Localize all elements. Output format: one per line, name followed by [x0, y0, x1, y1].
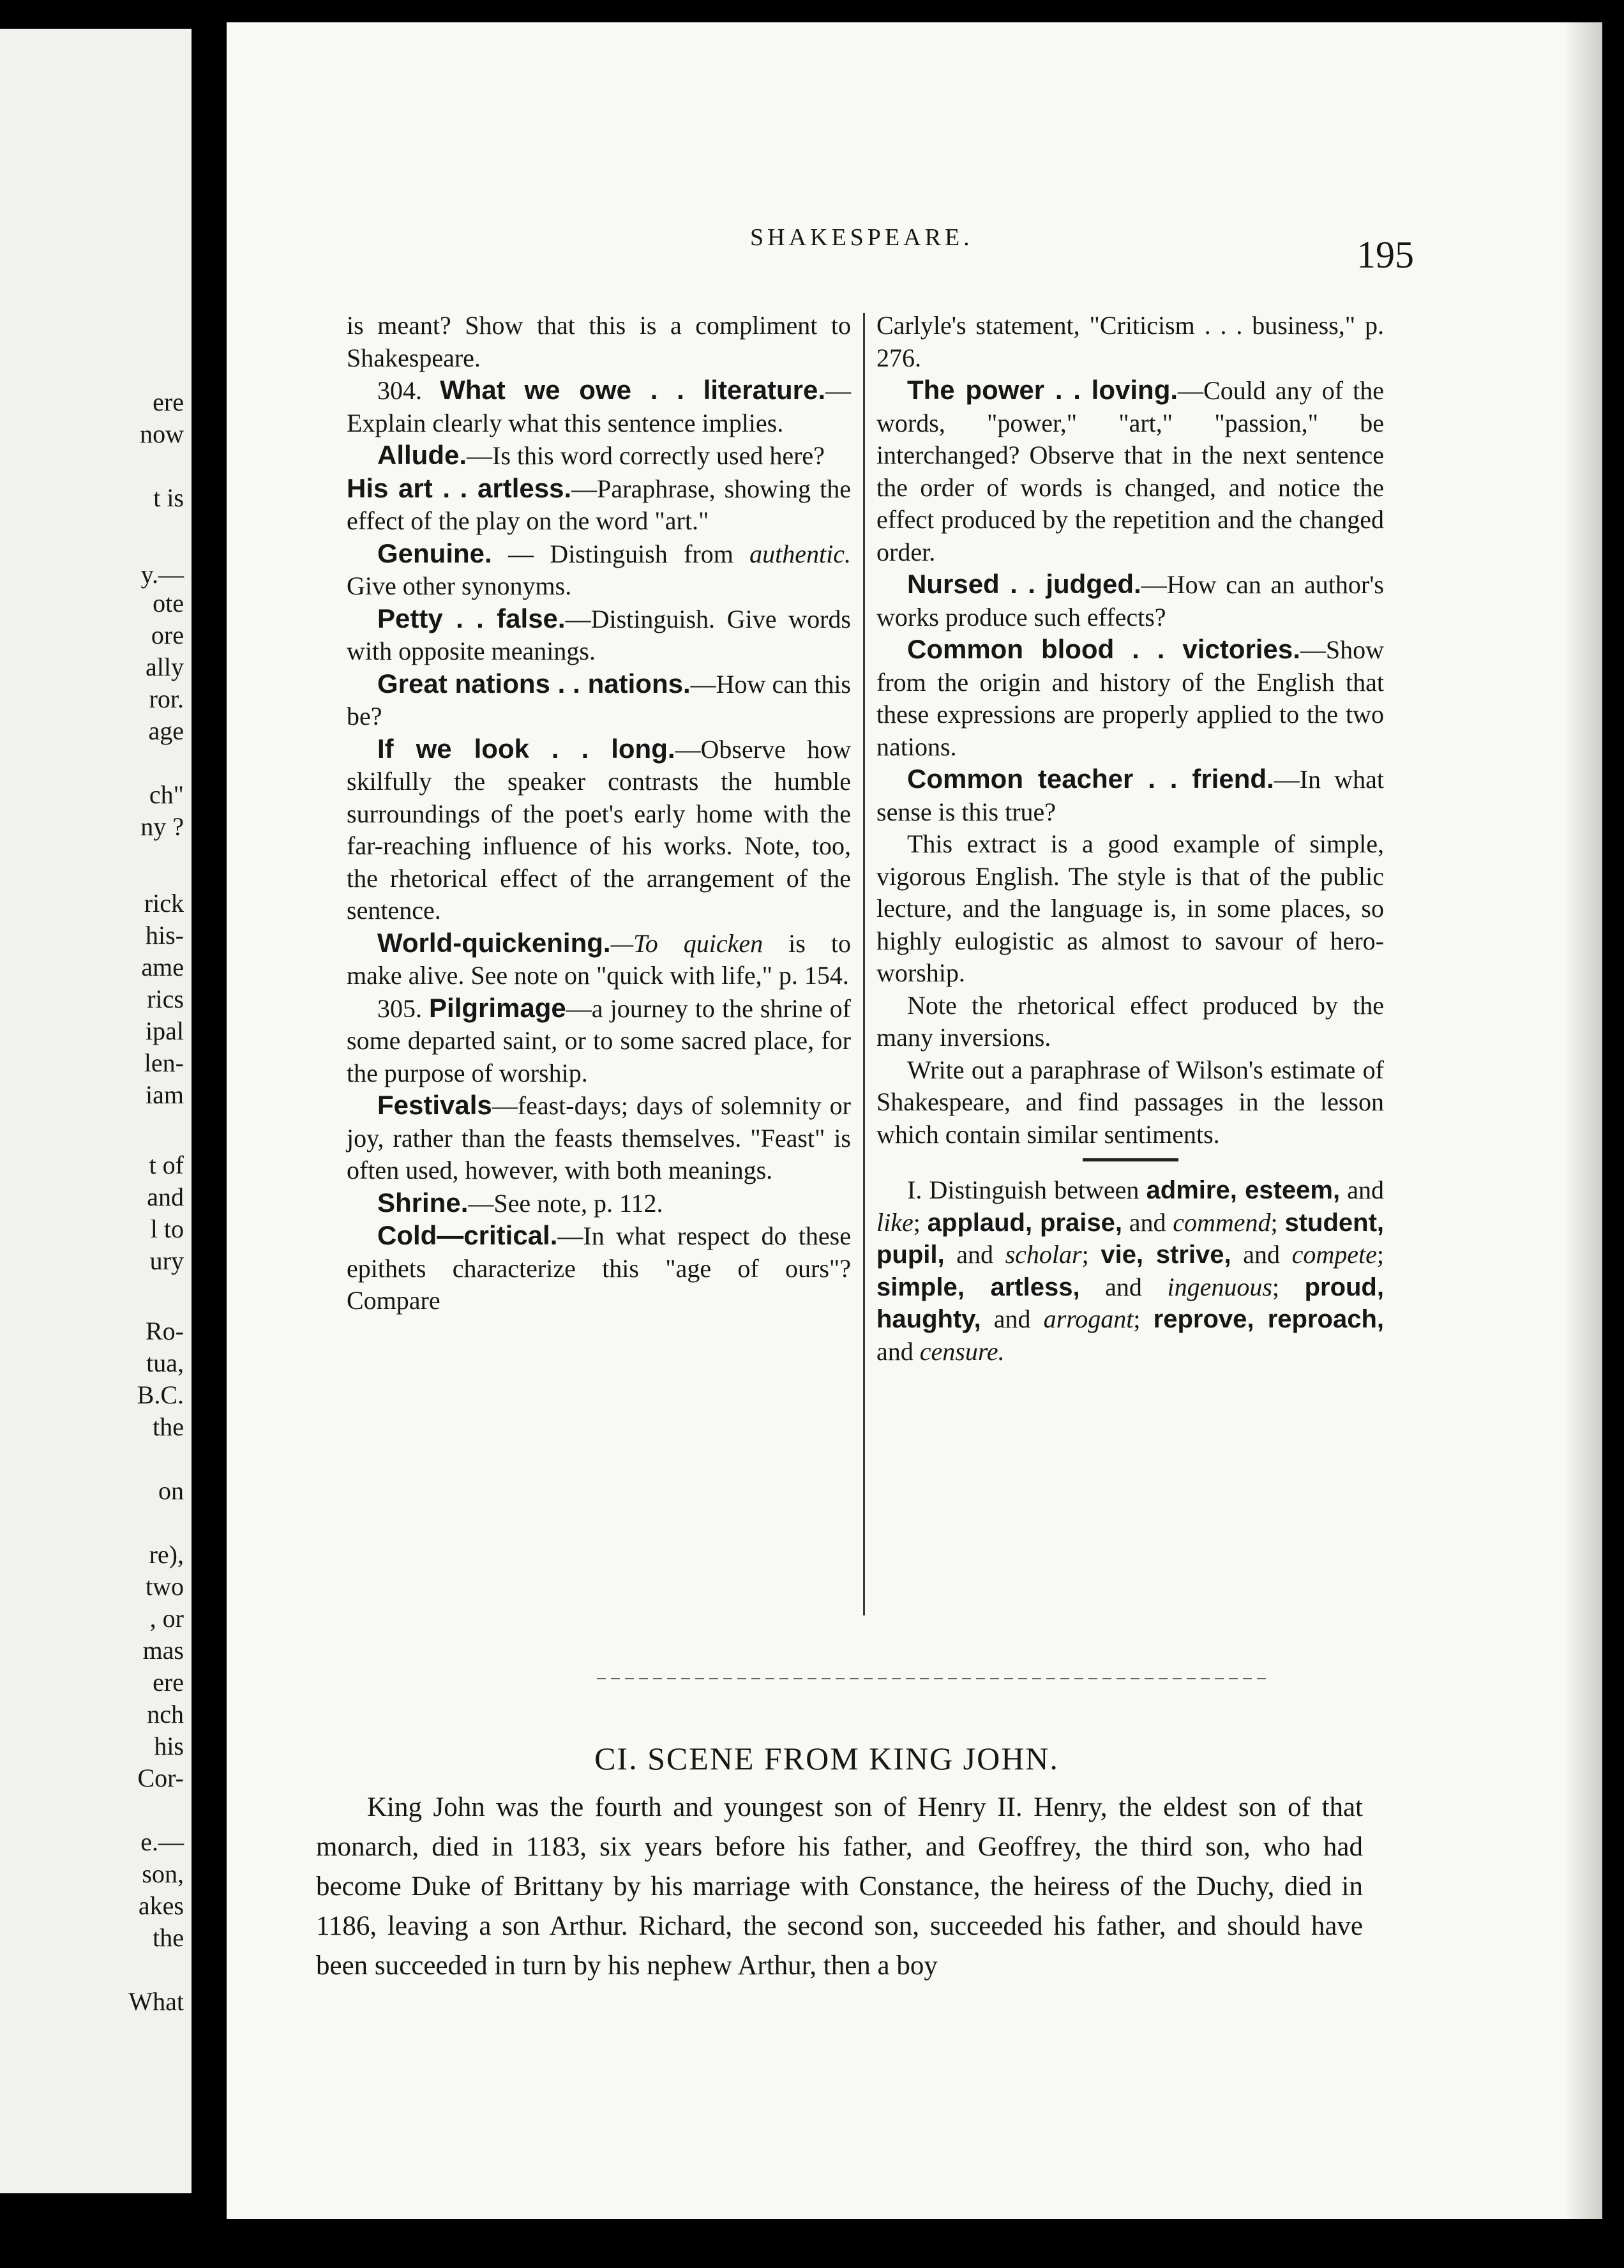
section-body	[316, 1788, 1363, 1986]
page-edge	[1564, 22, 1602, 2219]
facing-page-fragment: tua,	[146, 1349, 184, 1377]
facing-page-fragment: his	[154, 1732, 184, 1760]
facing-page-fragment: now	[140, 420, 184, 448]
section-divider	[597, 1678, 1267, 1679]
facing-page-fragment: rick	[144, 889, 184, 918]
note-festivals: Festivals—feast-days; days of solemnity or joy, rather than the feasts themselves. "Feast" is often used, however, with both meanings.	[347, 1090, 851, 1184]
facing-page-fragment: What	[128, 1987, 184, 2016]
facing-page-fragment: e.—	[140, 1827, 184, 1856]
note-cold-critical: Cold—critical.—In what respect do these epithets characterize this "age of ours"? Compare	[347, 1220, 851, 1315]
facing-page	[0, 29, 192, 2193]
facing-page-fragment: ere	[153, 388, 184, 416]
facing-page-fragment: l to	[150, 1214, 184, 1243]
left-column	[347, 310, 851, 1317]
facing-page-fragment: ch"	[149, 780, 184, 809]
commentary-paragraph-3: Write out a paraphrase of Wilson's estimate of Shakespeare, and find passages in the lesson which contain similar sentiments.	[876, 1055, 1384, 1149]
facing-page-fragment: len-	[144, 1048, 184, 1077]
facing-page-fragment: t of	[149, 1151, 184, 1179]
note-genuine: Genuine. — Distinguish from authentic. Give other synonyms.	[347, 538, 851, 600]
facing-page-fragment: ury	[149, 1246, 184, 1275]
exercise-synonyms: I. Distinguish between admire, esteem, and like; applaud, praise, and commend; student, pupil, and scholar; vie, strive, and compete; simple, artless, and ingenuous; proud, haughty, and arrogant; reprove, reproach, and censure.	[876, 1176, 1384, 1366]
page-number: 195	[1357, 234, 1414, 276]
facing-page-fragment: mas	[142, 1636, 184, 1665]
facing-page-fragment: ame	[141, 953, 184, 981]
section-paragraph: King John was the fourth and youngest son of Henry II. Henry, the eldest son of that monarch, died in 1183, six years before his father, and Geoffrey, the third son, who had become Duke of Brittany by his marriage with Constance, the heiress of the Duchy, died in 1186, leaving a son Arthur. Richard, the second son, succeeded his father, and should have been succeeded in turn by his nephew Arthur, then a boy	[316, 1792, 1363, 1981]
facing-page-fragment: B.C.	[137, 1380, 184, 1409]
note-petty-false: Petty . . false.—Distinguish. Give words with opposite meanings.	[347, 603, 851, 665]
note-world-quickening: World-quickening.—To quicken is to make alive. See note on "quick with life," p. 154.	[347, 927, 852, 990]
facing-page-fragment: ote	[153, 589, 184, 617]
continued-note-right: Carlyle's statement, "Criticism . . . business," p. 276.	[876, 311, 1384, 372]
facing-page-fragment: Cor-	[137, 1764, 184, 1792]
facing-page-fragment: the	[153, 1412, 184, 1441]
facing-page-fragment: t is	[153, 483, 184, 512]
facing-page-fragment: ny ?	[140, 812, 184, 841]
facing-page-fragment: , or	[149, 1604, 184, 1633]
facing-page-fragment: his-	[146, 921, 184, 949]
facing-page-fragment: akes	[138, 1891, 184, 1920]
facing-page-fragment: ror.	[149, 684, 184, 713]
facing-page-fragment: re),	[149, 1540, 184, 1569]
facing-page-fragment: ally	[146, 653, 184, 681]
facing-page-fragment: son,	[142, 1859, 184, 1888]
note-common-teacher: Common teacher . . friend.—In what sense is this true?	[876, 764, 1384, 826]
facing-page-fragment: and	[147, 1183, 184, 1211]
book-page	[227, 22, 1602, 2219]
right-column	[876, 310, 1384, 1368]
note-what-we-owe: 304. What we owe . . literature.—Explain clearly what this sentence implies.	[347, 375, 851, 437]
commentary-paragraph-2: Note the rhetorical effect produced by the many inversions.	[876, 990, 1384, 1052]
note-nursed-judged: Nursed . . judged.—How can an author's works produce such effects?	[876, 569, 1384, 631]
continued-note: is meant? Show that this is a compliment to Shakespeare.	[347, 311, 851, 372]
note-great-nations: Great nations . . nations.—How can this be?	[347, 668, 851, 730]
facing-page-fragment: age	[148, 716, 184, 745]
note-common-blood: Common blood . . victories.—Show from the origin and history of the English that these expressions are properly applied to the two nations.	[876, 634, 1384, 761]
facing-page-fragment: Ro-	[146, 1317, 184, 1345]
facing-page-fragment: ipal	[146, 1017, 184, 1045]
note-his-art: His art . . artless.—Paraphrase, showing the effect of the play on the word "art."	[347, 472, 852, 535]
facing-page-fragment: ere	[153, 1668, 184, 1697]
facing-page-fragment: rics	[147, 985, 184, 1013]
section-title: CI. SCENE FROM KING JOHN.	[594, 1741, 1059, 1776]
facing-page-fragment: on	[158, 1476, 184, 1505]
column-divider	[863, 313, 865, 1615]
short-rule	[1083, 1158, 1178, 1161]
running-head: SHAKESPEARE.	[750, 224, 974, 251]
note-allude: Allude.—Is this word correctly used here?	[377, 440, 825, 470]
note-if-we-look: If we look . . long.—Observe how skilfully the speaker contrasts the humble surroundings of the poet's early home with the far-reaching influence of his works. Note, too, the rhetorical effect of the arrangement of the sentence.	[347, 733, 852, 925]
facing-page-fragment: y.—	[140, 560, 184, 589]
facing-page-fragment: two	[146, 1572, 184, 1601]
book-gutter	[192, 0, 227, 2268]
note-shrine: Shrine.—See note, p. 112.	[377, 1187, 663, 1218]
facing-page-fragment: iam	[146, 1080, 184, 1109]
facing-page-fragment: the	[153, 1923, 184, 1952]
note-pilgrimage: 305. Pilgrimage—a journey to the shrine of some departed saint, or to some sacred place, for the purpose of worship.	[347, 992, 852, 1087]
facing-page-fragment: nch	[147, 1700, 184, 1728]
note-the-power: The power . . loving.—Could any of the words, "power," "art," "passion," be interchanged? Observe that in the next sentence the order of words is changed, and notice the effect produced by the repetition and the changed order.	[876, 375, 1385, 566]
facing-page-fragment: ore	[151, 621, 184, 649]
commentary-paragraph-1: This extract is a good example of simple, vigorous English. The style is that of the public lecture, and the language is, in some places, so highly eulogistic as almost to savour of hero-worship.	[876, 829, 1384, 987]
